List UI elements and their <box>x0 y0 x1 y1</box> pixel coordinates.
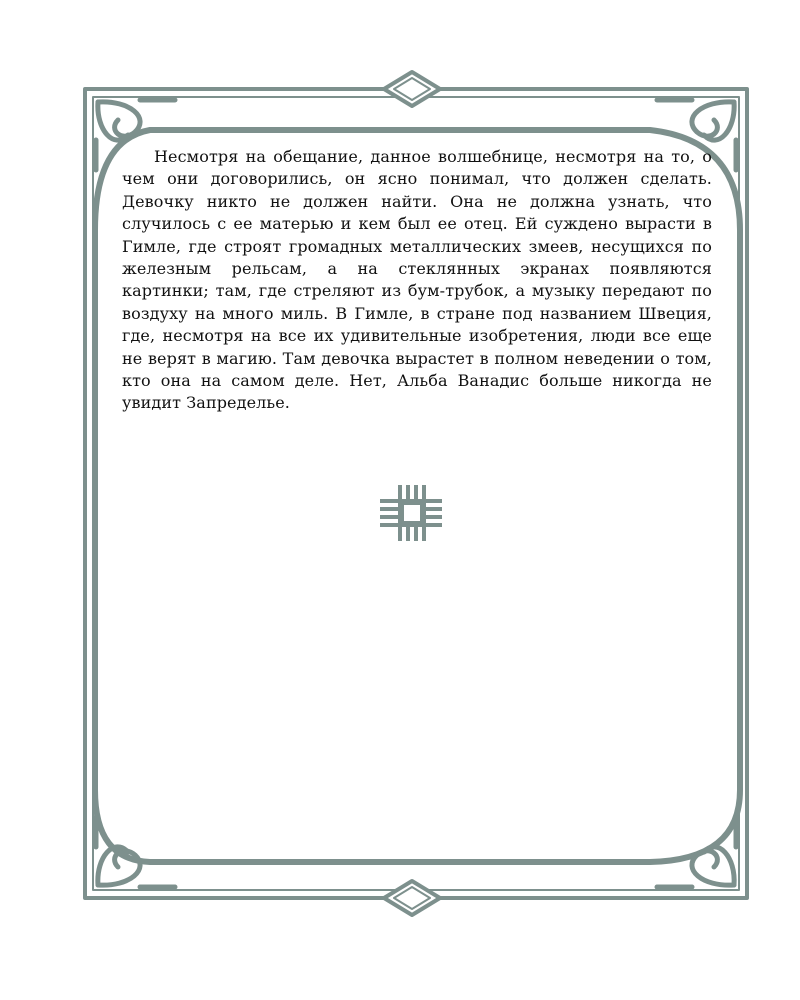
body-text <box>122 146 712 415</box>
paragraph: Несмотря на обещание, данное волшебнице, несмотря на то, о чем они договорились, он ясно понимал, что должен сделать. Девочку никто не должен найти. Она не должна узнать, что случилось с ее матерью и кем был ее отец. Ей суждено вырасти в Гимле, где строят громадных металлических змеев, несущихся по железным рельсам, а на стеклянных экранах появляются картинки; там, где стреляют из бум-трубок, а музыку передают по воздуху на много миль. В Гимле, в стране под названием Швеция, где, несмотря на все их удивительные изобретения, люди все еще не верят в магию. Там девочка вырастет в полном неведении о том, кто она на самом деле. Нет, Альба Ванадис больше никогда не увидит Запределье. <box>122 147 712 413</box>
section-break-ornament-icon <box>380 485 442 541</box>
